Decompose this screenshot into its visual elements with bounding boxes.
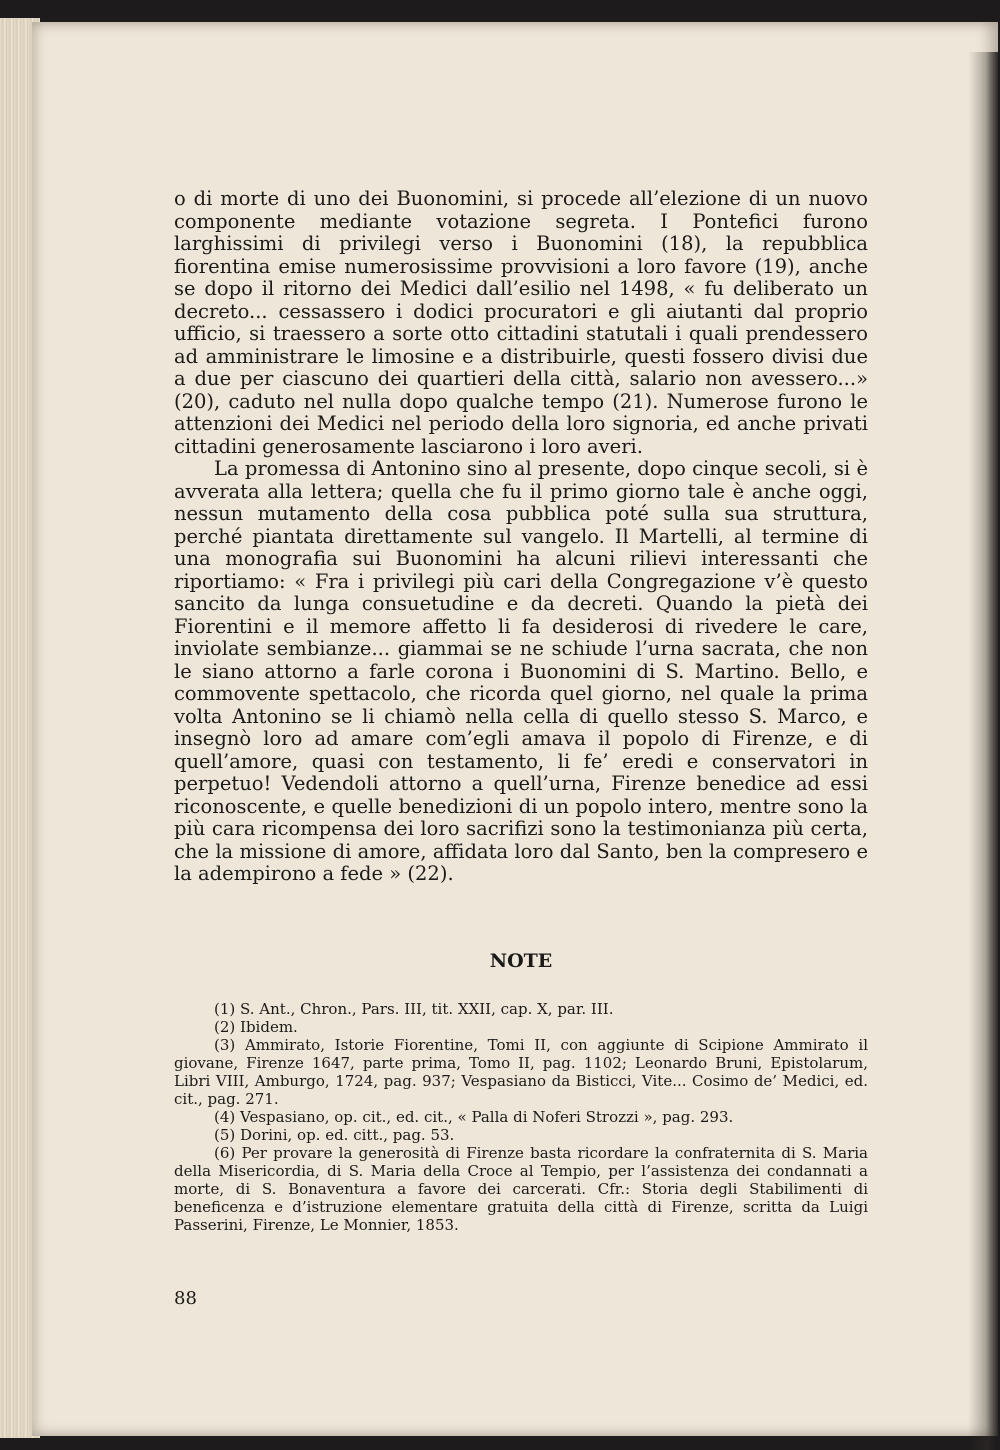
body-paragraph-2: La promessa di Antonino sino al presente, dopo cinque secoli, si è avverata alla lettera; quella che fu il primo giorno tale è anche oggi, nessun mutamento della cosa pubblica poté sulla sua struttura, perché piantata direttamente sul vangelo. Il Martelli, al termine di una monografia sui Buonomini ha alcuni rilievi interessanti che riportiamo: « Fra i privilegi più cari della Congregazione v’è questo sancito da lunga consuetudine e da decreti. Quando la pietà dei Fiorentini e il memore affetto li fa desiderosi di rivedere le care, inviolate sembianze... giammai se ne schiude l’urna sacrata, che non le siano attorno a farle corona i Buonomini di S. Martino. Bello, e commovente spettacolo, che ricorda quel giorno, nel quale la prima volta Antonino se li chiamò nella cella di quello stesso S. Marco, e insegnò loro ad amare com’egli amava il popolo di Firenze, e di quell’amore, quasi con testamento, li fe’ eredi e conservatori in perpetuo! Vedendoli attorno a quell’urna, Firenze benedice ad essi riconoscente, e quelle benedizioni di un popolo intero, mentre sono la più cara ricompensa dei loro sacrifizi sono la testimonianza più certa, che la missione di amore, affidata loro dal Santo, ben la compresero e la adempirono a fede » (22). xyxy=(174,457,868,885)
note-item: (3) Ammirato, Istorie Fiorentine, Tomi II, con aggiunte di Scipione Ammirato il giovane, Firenze 1647, parte prima, Tomo II, pag. 1102; Leonardo Bruni, Epistolarum, Libri VIII, Amburgo, 1724, pag. 937; Vespasiano da Bisticci, Vite... Cosimo de’ Medici, ed. cit., pag. 271. xyxy=(174,1036,868,1108)
body-text xyxy=(174,188,868,886)
notes-list xyxy=(174,1000,868,1234)
note-item: (6) Per provare la generosità di Firenze basta ricordare la confraternita di S. Maria della Misericordia, di S. Maria della Croce al Tempio, per l’assistenza dei condannati a morte, di S. Bonaventura a favore dei carcerati. Cfr.: Storia degli Stabilimenti di beneficenza e d’istruzione elementare gratuita della città di Firenze, scritta da Luigi Passerini, Firenze, Le Monnier, 1853. xyxy=(174,1144,868,1234)
note-item: (1) S. Ant., Chron., Pars. III, tit. XXII, cap. X, par. III. xyxy=(214,1000,614,1018)
body-paragraph-1: o di morte di uno dei Buonomini, si procede all’elezione di un nuovo componente mediante votazione segreta. I Pontefici furono larghissimi di privilegi verso i Buonomini (18), la repubblica fiorentina emise numerosissime provvisioni a loro favore (19), anche se dopo il ritorno dei Medici dall’esilio nel 1498, « fu deliberato un decreto... cessassero i dodici procuratori e gli aiutanti dal proprio ufficio, si traessero a sorte otto cittadini statutali i quali prendessero ad amministrare le limosine e a distribuirle, questi fossero divisi due a due per ciascuno dei quartieri della città, salario non avessero...» (20), caduto nel nulla dopo qualche tempo (21). Numerose furono le attenzioni dei Medici nel periodo della loro signoria, ed anche privati cittadini generosamente lasciarono i loro averi. xyxy=(174,187,868,458)
note-item: (4) Vespasiano, op. cit., ed. cit., « Palla di Noferi Strozzi », pag. 293. xyxy=(214,1108,734,1126)
note-item: (5) Dorini, op. ed. citt., pag. 53. xyxy=(214,1126,455,1144)
note-item: (2) Ibidem. xyxy=(214,1018,298,1036)
page-number: 88 xyxy=(174,1288,197,1309)
page-gutter-shadow xyxy=(968,52,998,1450)
notes-heading: NOTE xyxy=(489,950,553,972)
